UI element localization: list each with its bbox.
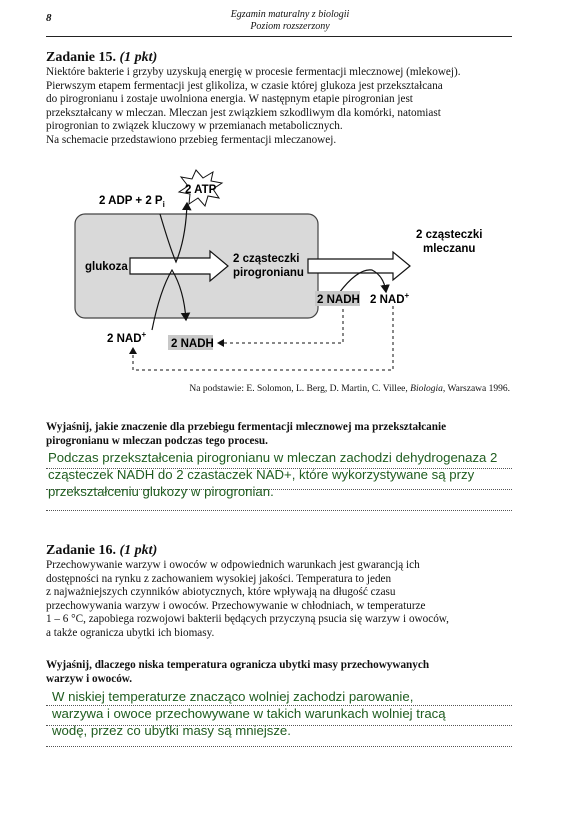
intro-line: Na schemacie przedstawiono przebieg fermentacji mleczanowej. xyxy=(46,133,337,146)
intro-line: do pirogronianu i zostaje uwolniona energia. W następnym etapie pirogronian jest xyxy=(46,93,413,106)
atp-label: 2 ATP xyxy=(185,184,217,196)
task-15-points: (1 pkt) xyxy=(119,50,158,65)
task-15-number: Zadanie 15. xyxy=(46,50,117,65)
task-16-title xyxy=(46,543,157,559)
task-15-answer[interactable] xyxy=(48,449,497,500)
answer-text-line: Podczas przekształcenia pirogronianu w mleczan zachodzi dehydrogenaza 2 xyxy=(48,450,498,465)
task-16-intro xyxy=(46,559,512,641)
task-16-points: (1 pkt) xyxy=(119,543,158,558)
question-line: Wyjaśnij, dlaczego niska temperatura ogranicza ubytki masy przechowywanych xyxy=(46,659,430,671)
intro-line: 1 – 6 °C, zapobiega rozwojowi bakterii będących przyczyną psucia się warzyw i owoców, xyxy=(46,613,449,626)
task-16-number: Zadanie 16. xyxy=(46,543,117,558)
task-16-question xyxy=(46,658,512,686)
answer-text-line: przekształceniu glukozy w pirogronian. xyxy=(48,484,274,499)
pyruvate-label-1: 2 cząsteczki xyxy=(233,253,300,265)
nad-left-label: 2 NAD+ xyxy=(107,330,147,345)
lactate-label-1: 2 cząsteczki xyxy=(416,229,483,241)
intro-line: a także ogranicza ubytki ich biomasy. xyxy=(46,626,215,639)
page-number: 8 xyxy=(46,12,52,24)
question-line: pirogronianu w mleczan podczas tego procesu. xyxy=(46,435,268,447)
intro-line: Przechowywanie warzyw i owoców w odpowiednich warunkach jest gwarancją ich xyxy=(46,559,420,571)
diagram-source: Na podstawie: E. Solomon, L. Berg, D. Martin, C. Villee, Biologia, Warszawa 1996. xyxy=(189,384,510,394)
exam-level: Poziom rozszerzony xyxy=(250,21,330,32)
intro-line: przekształcany w mleczan. Mleczan jest związkiem szkodliwym dla komórki, natomiast xyxy=(46,106,441,119)
task-15-question xyxy=(46,420,512,448)
answer-text-line: wodę, przez co ubytki masy są mniejsze. xyxy=(52,723,291,738)
intro-line: pirogronian to związek kluczowy w przemianach metabolicznych. xyxy=(46,120,343,133)
fermentation-diagram xyxy=(0,0,585,400)
nad-right-label: 2 NAD+ xyxy=(370,291,410,306)
answer-line xyxy=(46,746,512,747)
intro-line: przechowywania warzyw i owoców. Przechowywanie w chłodniach, w temperaturze xyxy=(46,599,426,612)
answer-text-line: warzywa i owoce przechowywane w takich warunkach wolniej tracą xyxy=(52,706,446,721)
answer-text-line: W niskiej temperaturze znacząco wolniej zachodzi parowanie, xyxy=(52,689,414,704)
glucose-label: glukoza xyxy=(85,261,128,273)
adp-label: 2 ADP + 2 $P_i$ xyxy=(99,195,165,209)
exam-title: Egzamin maturalny z biologii xyxy=(230,9,350,20)
lactate-arrow xyxy=(308,252,410,280)
answer-text-line: cząsteczek NADH do 2 czastaczek NAD+, które wykorzystywane są przy xyxy=(48,467,475,482)
question-line: Wyjaśnij, jakie znaczenie dla przebiegu fermentacji mlecznowej ma przekształcanie xyxy=(46,421,447,433)
task-16-answer[interactable] xyxy=(52,688,446,739)
nadh-right-label: 2 NADH xyxy=(317,294,360,306)
pyruvate-label-2: pirogronianu xyxy=(233,267,304,279)
intro-line: Niektóre bakterie i grzyby uzyskują energię w procesie fermentacji mlecznowej (mlekowej). xyxy=(46,66,461,78)
answer-line xyxy=(46,510,512,511)
intro-line: dostępności na rynku z zachowaniem wysokiej jakości. Temperatura to jeden xyxy=(46,572,392,585)
intro-line: z najważniejszych czynników abiotycznych, które wpływają na długość czasu xyxy=(46,586,396,599)
intro-line: Pierwszym etapem fermentacji jest glikoliza, w czasie której glukoza jest przekształcana xyxy=(46,79,443,92)
lactate-label-2: mleczanu xyxy=(423,243,476,255)
question-line: warzyw i owoców. xyxy=(46,673,133,685)
nadh-left-label: 2 NADH xyxy=(171,338,214,350)
